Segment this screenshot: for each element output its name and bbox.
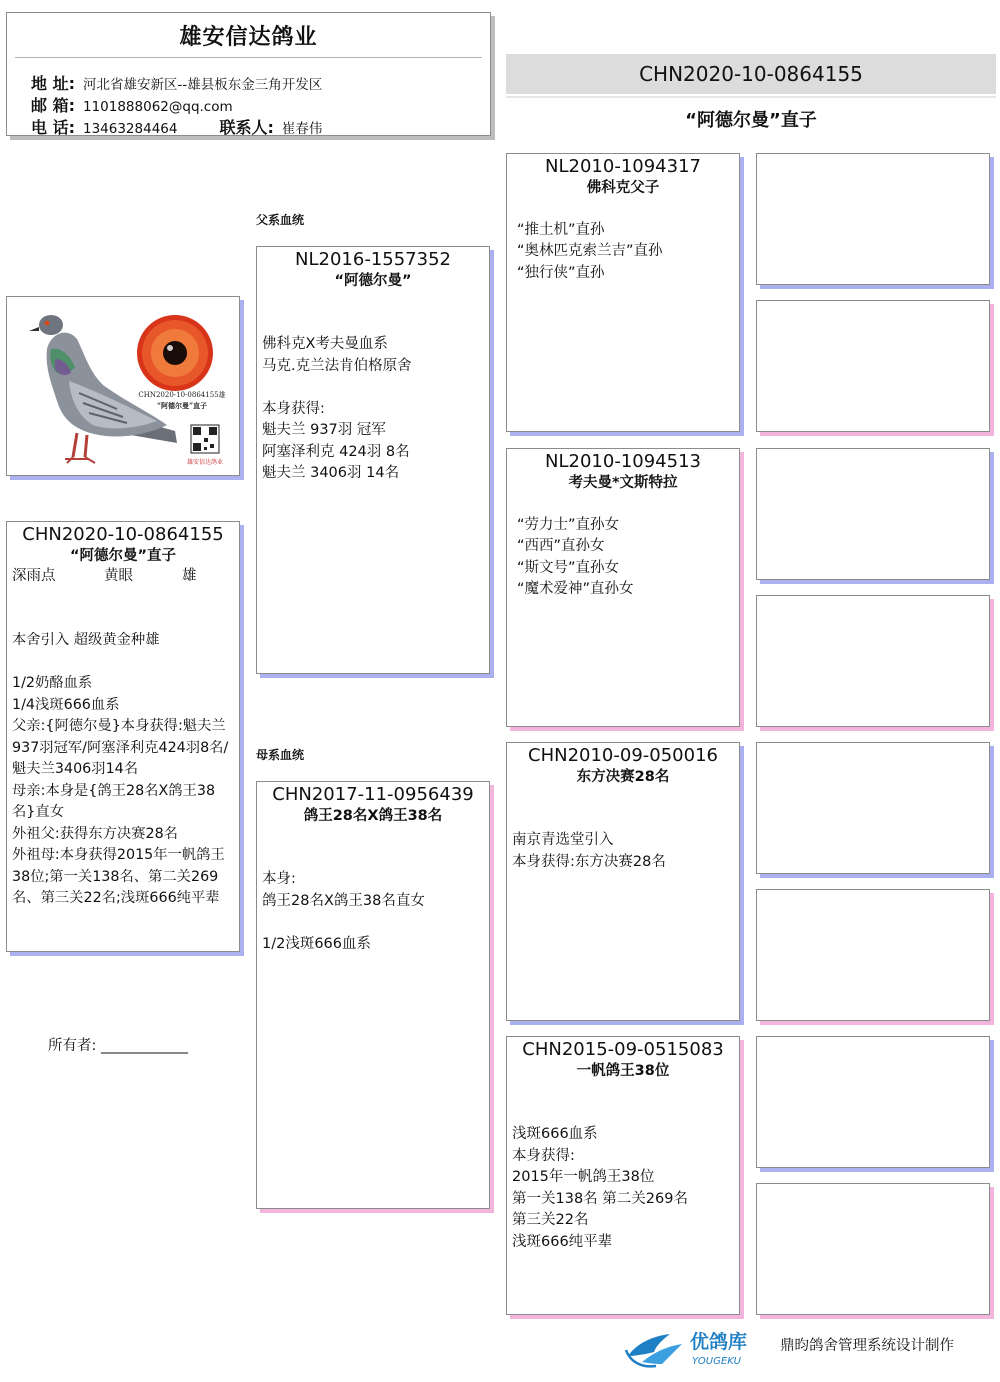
- contact-label: 联系人:: [219, 118, 274, 137]
- grandparent-notes: [507, 787, 739, 873]
- great-grandparent-card: [756, 1183, 990, 1315]
- grandparent-line: 浅斑666纯平辈: [512, 1233, 613, 1250]
- sire-name: “阿德尔曼”: [334, 273, 412, 289]
- dam-card: [256, 781, 490, 1209]
- great-grandparent-card: [756, 889, 990, 1021]
- grandparent-line: “劳力士”直孙女: [517, 516, 620, 533]
- sire-ring: NL2016-1557352: [295, 249, 451, 270]
- subject-traits: [7, 566, 239, 587]
- grandsire-maternal-card: [506, 742, 740, 1021]
- sire-line: 佛科克X考夫曼血系: [262, 336, 388, 352]
- photo-caption-ring: CHN2020-10-0864155雄: [138, 391, 226, 399]
- email-label: 邮 箱:: [31, 96, 75, 115]
- owner-line: [48, 1034, 188, 1055]
- address-label: 地 址:: [31, 74, 75, 93]
- sire-notes: [257, 291, 489, 485]
- subject-name: “阿德尔曼”直子: [69, 548, 177, 564]
- great-grandparent-card: [756, 153, 990, 285]
- sire-line: 魁夫兰 937羽 冠军: [262, 422, 386, 438]
- grandparent-ring: NL2010-1094513: [545, 451, 701, 472]
- subject-detail: 外祖父:获得东方决赛28名: [12, 825, 178, 842]
- loft-name: 雄安信达鸽业: [179, 25, 318, 50]
- bird-photo: [6, 296, 240, 476]
- dam-line: 1/2浅斑666血系: [262, 935, 372, 952]
- email-value: 1101888062@qq.com: [82, 99, 233, 115]
- grandparent-ring: CHN2015-09-0515083: [522, 1039, 724, 1060]
- dam-name: 鸽王28名X鸽王38名: [303, 808, 443, 824]
- sire-line: 马克.克兰法肯伯格原舍: [262, 357, 412, 374]
- bird-subtitle: “阿德尔曼”直子: [685, 110, 817, 131]
- grandparent-line: “独行侠”直孙: [517, 264, 605, 281]
- grandparent-line: “魔术爱神”直孙女: [517, 581, 634, 597]
- photo-caption-name: “阿德尔曼”直子: [156, 401, 208, 410]
- grandparent-notes: [507, 198, 739, 284]
- grandparent-ring: NL2010-1094317: [545, 156, 701, 177]
- great-grandparent-card: [756, 1036, 990, 1168]
- grandparent-line: “西西”直孙女: [517, 538, 605, 554]
- dam-notes: [257, 826, 489, 955]
- dam-ring: CHN2017-11-0956439: [272, 784, 474, 805]
- grandparent-line: 第一关138名 第二关269名: [512, 1190, 688, 1207]
- pigeon-image: [7, 297, 240, 476]
- photo-stamp: 雄安信达鸽业: [186, 459, 224, 466]
- subject-detail: 父亲:{阿德尔曼}本身获得:魁夫兰937羽冠军/阿塞泽利克424羽8名/魁夫兰3406羽14名: [12, 718, 229, 777]
- subject-detail: 外祖母:本身获得2015年一帆鸽王38位;第一关138名、第二关269名、第三关22名;浅斑666纯平辈: [12, 847, 225, 906]
- owner-label: 所有者:: [48, 1038, 97, 1054]
- loft-info-box: [6, 12, 491, 136]
- granddam-maternal-card: [506, 1036, 740, 1315]
- grandparent-line: “奥林匹克索兰吉”直孙: [517, 243, 663, 259]
- grandparent-notes: [507, 1081, 739, 1253]
- grandparent-line: 本身获得:: [512, 1147, 575, 1164]
- address-value: 河北省雄安新区--雄县板东金三角开发区: [82, 77, 323, 93]
- subject-ring: CHN2020-10-0864155: [22, 524, 224, 545]
- grandsire-paternal-card: [506, 153, 740, 432]
- grandparent-line: 2015年一帆鸽王38位: [512, 1169, 655, 1185]
- logo-text: 优鸽库: [690, 1331, 748, 1353]
- subject-eye: 黄眼: [104, 568, 133, 584]
- sire-line: 阿塞泽利克 424羽 8名: [262, 443, 410, 460]
- subject-detail: 1/2奶酪血系: [12, 675, 93, 691]
- email-row: [31, 93, 233, 116]
- subject-sex: 雄: [182, 568, 197, 584]
- owner-value: ____________: [101, 1038, 188, 1054]
- dam-line: 鸽王28名X鸽王38名直女: [262, 892, 425, 909]
- phone-row: [31, 115, 322, 138]
- subject-card: [6, 521, 240, 952]
- grandparent-line: 南京青选堂引入: [512, 832, 614, 848]
- subject-notes: [7, 587, 239, 910]
- grandparent-name: 一帆鸽王38位: [576, 1063, 670, 1079]
- sire-line: 魁夫兰 3406羽 14名: [262, 465, 400, 481]
- great-grandparent-card: [756, 300, 990, 432]
- grandparent-notes: [507, 493, 739, 601]
- grandparent-line: 第三关22名: [512, 1212, 589, 1228]
- pigeon-logo-icon: [622, 1322, 772, 1370]
- phone-value: 13463284464: [82, 121, 178, 137]
- grandparent-name: 佛科克父子: [586, 180, 660, 196]
- contact-value: 崔春伟: [281, 121, 323, 137]
- great-grandparent-card: [756, 448, 990, 580]
- grandparent-line: “推土机”直孙: [517, 221, 605, 238]
- sire-card: [256, 246, 490, 674]
- divider: [15, 57, 482, 58]
- sire-line: 本身获得:: [262, 400, 325, 417]
- grandparent-ring: CHN2010-09-050016: [528, 745, 718, 766]
- grandparent-name: 考夫曼*文斯特拉: [568, 475, 678, 491]
- great-grandparent-card: [756, 742, 990, 874]
- bird-ring-banner: CHN2020-10-0864155: [506, 54, 996, 94]
- subject-detail: 母亲:本身是{鸽王28名X鸽王38名}直女: [12, 782, 216, 820]
- grandparent-line: 浅斑666血系: [512, 1126, 598, 1142]
- address-row: [31, 71, 322, 94]
- divider: [506, 96, 996, 98]
- granddam-paternal-card: [506, 448, 740, 727]
- grandparent-line: 本身获得:东方决赛28名: [512, 853, 666, 870]
- great-grandparent-card: [756, 595, 990, 727]
- logo-subtext: YOUGEKU: [692, 1356, 741, 1367]
- yougeku-logo: [622, 1322, 772, 1370]
- phone-label: 电 话:: [31, 118, 75, 137]
- grandparent-line: “斯文号”直孙女: [517, 559, 620, 576]
- subject-color: 深雨点: [12, 568, 56, 584]
- credit-text: 鼎昀鸽舍管理系统设计制作: [780, 1338, 954, 1354]
- subject-detail: 1/4浅斑666血系: [12, 696, 120, 713]
- sire-line-label: 父系血统: [256, 213, 305, 227]
- dam-line: 本身:: [262, 871, 296, 887]
- dam-line-label: 母系血统: [256, 748, 305, 762]
- grandparent-name: 东方决赛28名: [576, 769, 670, 785]
- subject-intro: 本舍引入 超级黄金种雄: [12, 632, 160, 648]
